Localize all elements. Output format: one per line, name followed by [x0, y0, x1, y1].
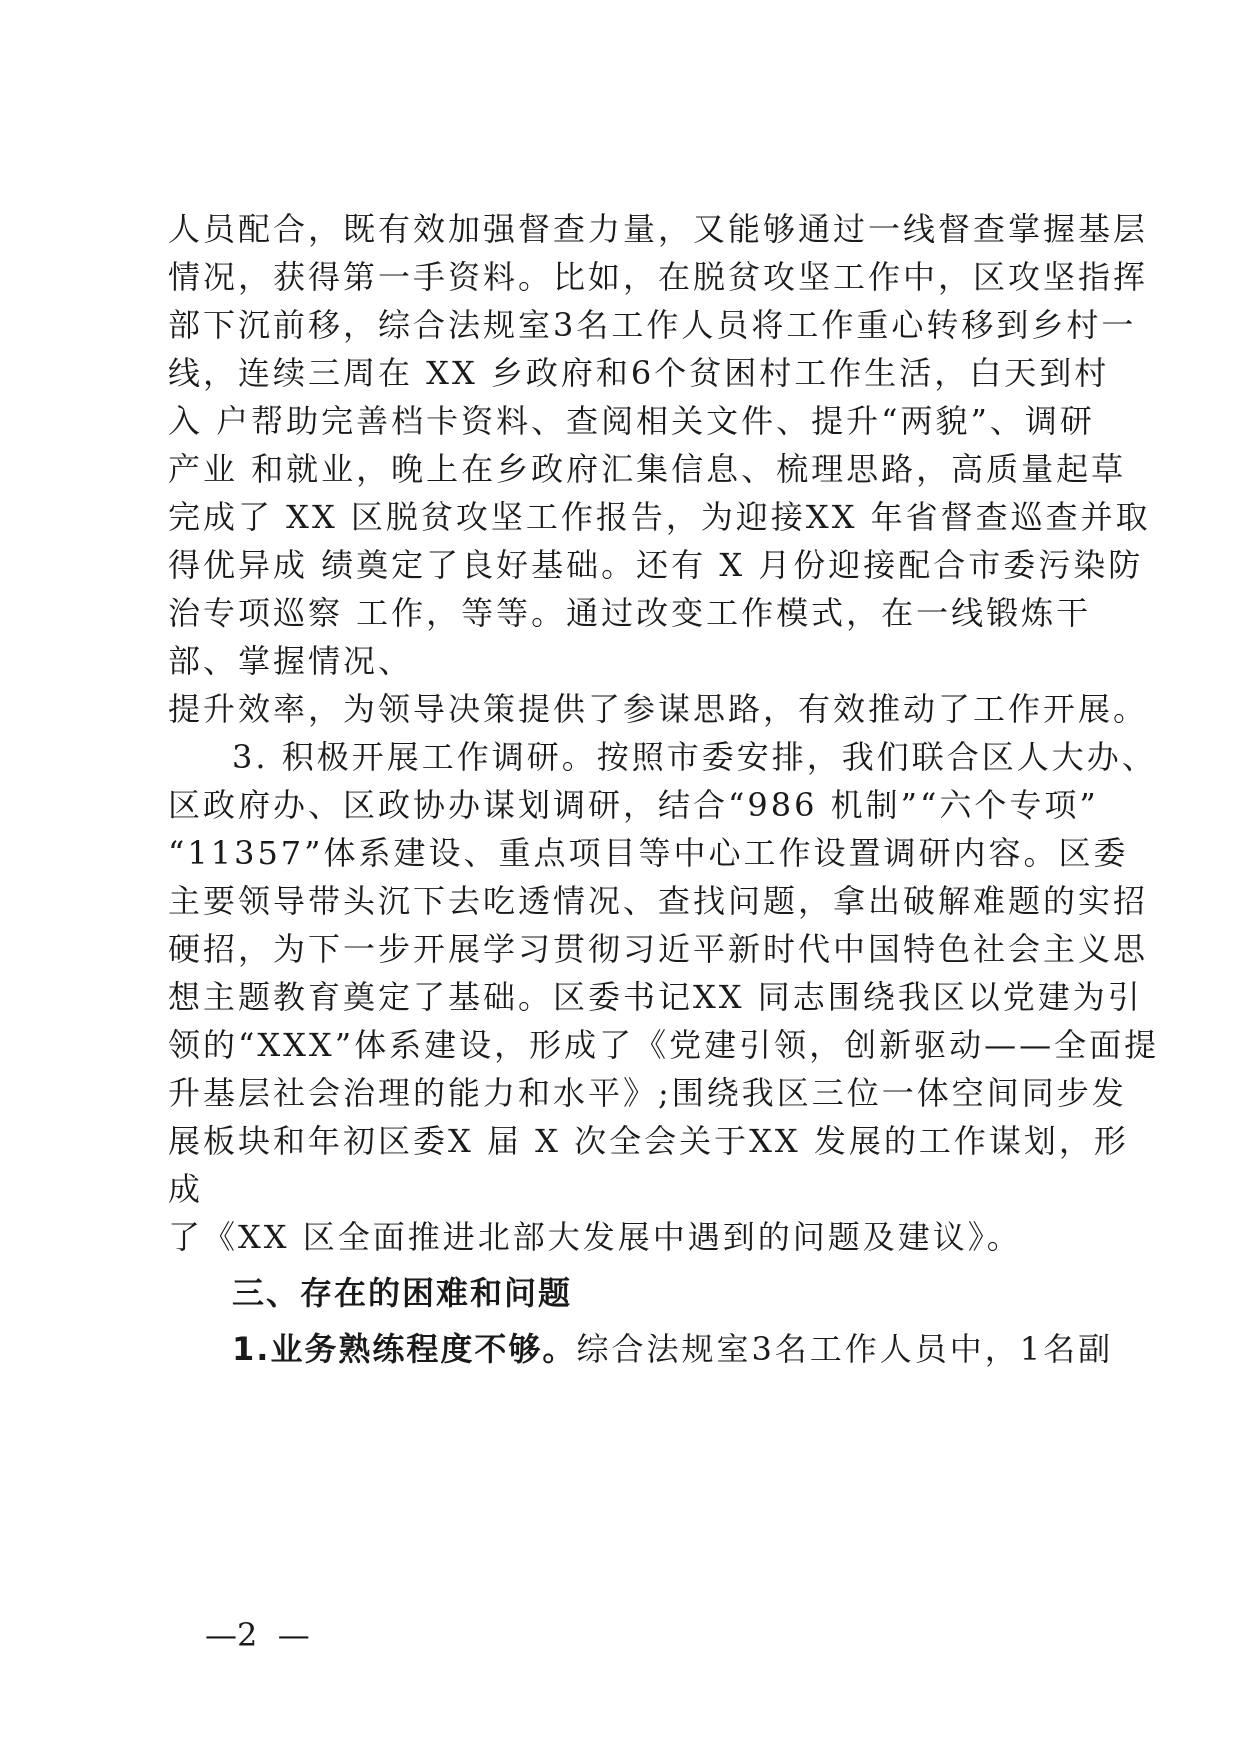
text-line: 治专项巡察 工作，等等。通过改变工作模式，在一线锻炼干 [168, 594, 1092, 632]
text-line: 升基层社会治理的能力和水平》;围绕我区三位一体空间同步发 [168, 1074, 1127, 1112]
text-line: 了《XX 区全面推进北部大发展中遇到的问题及建议》。 [168, 1218, 1022, 1256]
text-line: 展板块和年初区委X 届 X 次全会关于XX 发展的工作谋划，形 [168, 1122, 1129, 1160]
text-line: 入 户帮助完善档卡资料、查阅相关文件、提升“两貌”、调研 [168, 402, 1095, 440]
text-line: 情况，获得第一手资料。比如，在脱贫攻坚工作中，区攻坚指挥 [168, 258, 1149, 296]
text-line: 硬招，为下一步开展学习贯彻习近平新时代中国特色社会主义思 [168, 930, 1149, 968]
page-number: —2 — [205, 1616, 310, 1654]
paragraph-rest: 综合法规室3名工作人员中，1名副 [576, 1330, 1114, 1368]
text-line: 部、掌握情况、 [168, 642, 414, 680]
text-line: 线，连续三周在 XX 乡政府和6个贫困村工作生活，白天到村 [168, 354, 1110, 392]
paragraph-bold-lead: 1.业务熟练程度不够。 [232, 1330, 577, 1368]
text-line: 主要领导带头沉下去吃透情况、查找问题，拿出破解难题的实招 [168, 882, 1149, 920]
text-line: 人员配合，既有效加强督查力量，又能够通过一线督查掌握基层 [168, 210, 1149, 248]
text-line: 提升效率，为领导决策提供了参谋思路，有效推动了工作开展。 [168, 690, 1149, 728]
text-line: 产业 和就业，晚上在乡政府汇集信息、梳理思路，高质量起草 [168, 450, 1127, 488]
text-line: 完成了 XX 区脱贫攻坚工作报告，为迎接XX 年省督查巡查并取 [168, 498, 1151, 536]
text-line: “11357”体系建设、重点项目等中心工作设置调研内容。区委 [168, 834, 1129, 872]
text-line: 成 [168, 1170, 204, 1208]
paragraph-problem-1 [232, 1321, 1114, 1377]
paragraph-3-first-line: 3. 积极开展工作调研。按照市委安排，我们联合区人大办、 [232, 738, 1157, 776]
section-heading: 三、存在的困难和问题 [232, 1274, 573, 1312]
text-line: 部下沉前移，综合法规室3名工作人员将工作重心转移到乡村一 [168, 306, 1137, 344]
text-line: 得优异成 绩奠定了良好基础。还有 X 月份迎接配合市委污染防 [168, 546, 1144, 584]
text-line: 想主题教育奠定了基础。区委书记XX 同志围绕我区以党建为引 [168, 978, 1143, 1016]
text-line: 区政府办、区政协办谋划调研，结合“986 机制”“六个专项” [168, 786, 1099, 824]
text-line: 领的“XXX”体系建设，形成了《党建引领，创新驱动——全面提 [168, 1026, 1160, 1064]
